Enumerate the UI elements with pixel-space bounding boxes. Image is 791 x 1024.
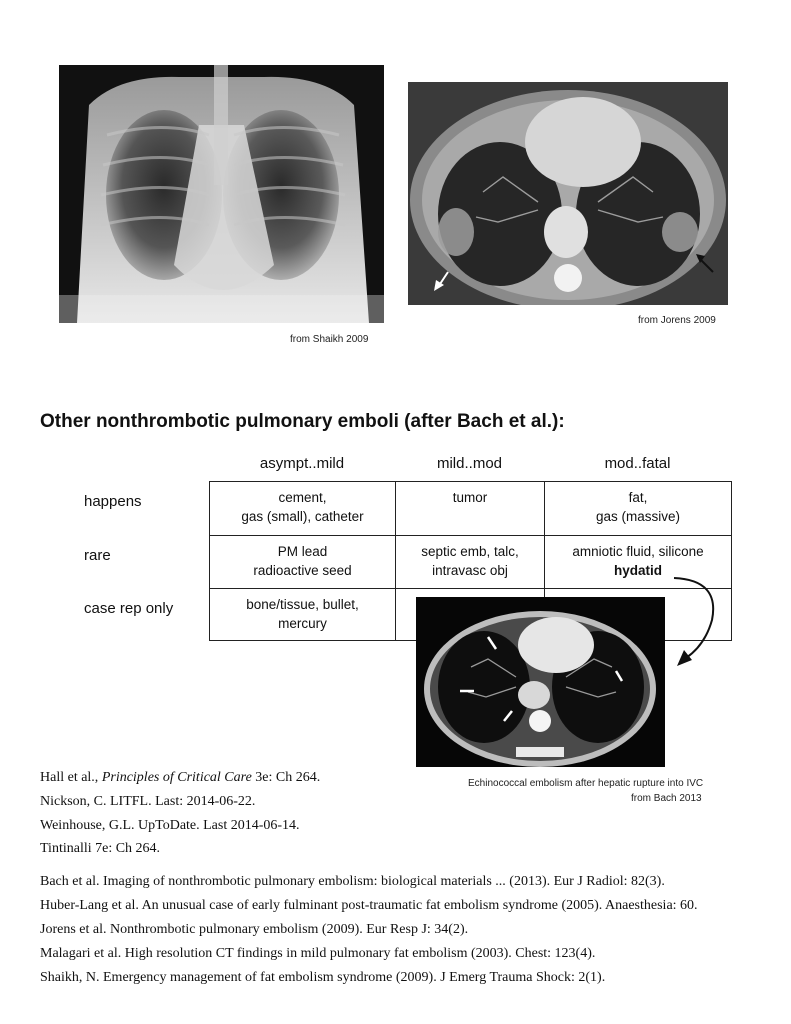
chest-ct-image — [408, 82, 728, 305]
chest-xray-image — [59, 65, 384, 323]
ct-bottom-caption-line1: Echinococcal embolism after hepatic rupture into IVC — [468, 778, 704, 789]
table-cell: cement, gas (small), catheter — [210, 482, 396, 536]
table-cell: bone/tissue, bullet, mercury — [210, 589, 396, 641]
reference-secondary: Bach et al. Imaging of nonthrombotic pulmonary embolism: biological materials ... (2013). Eur J Radiol: 82(3). — [40, 874, 665, 889]
table-cell: tumor — [396, 482, 545, 536]
column-header-mod-fatal: mod..fatal — [604, 455, 671, 472]
table-cell: fat, gas (massive) — [545, 482, 732, 536]
reference-primary: Weinhouse, G.L. UpToDate. Last 2014-06-14. — [40, 818, 300, 833]
row-label-rare: rare — [84, 547, 111, 564]
ct-bottom-caption-line2: from Bach 2013 — [631, 793, 702, 804]
reference-secondary: Jorens et al. Nonthrombotic pulmonary embolism (2009). Eur Resp J: 34(2). — [40, 922, 469, 937]
reference-primary: Hall et al., Principles of Critical Care 3e: Ch 264. — [40, 770, 321, 785]
column-header-mild-mod: mild..mod — [436, 455, 503, 472]
reference-secondary: Huber-Lang et al. An unusual case of early fulminant post-traumatic fat embolism syndrome (2005). Anaesthesia: 60. — [40, 898, 698, 913]
reference-secondary: Shaikh, N. Emergency management of fat embolism syndrome (2009). J Emerg Trauma Shock: 2(1). — [40, 970, 606, 985]
column-header-asympt-mild: asympt..mild — [259, 455, 345, 472]
table-row — [210, 536, 732, 589]
reference-primary: Nickson, C. LITFL. Last: 2014-06-22. — [40, 794, 256, 809]
row-label-case-rep-only: case rep only — [84, 600, 174, 617]
table-cell: septic emb, talc, intravasc obj — [396, 536, 545, 589]
ct-top-caption: from Jorens 2009 — [638, 315, 716, 326]
reference-primary: Tintinalli 7e: Ch 264. — [40, 841, 161, 856]
table-row — [210, 482, 732, 536]
table-cell: amniotic fluid, silicone hydatid — [545, 536, 732, 589]
xray-caption: from Shaikh 2009 — [290, 334, 369, 345]
row-label-happens: happens — [84, 493, 142, 510]
hydatid-label: hydatid — [613, 563, 662, 578]
table-cell: PM lead radioactive seed — [210, 536, 396, 589]
section-heading: Other nonthrombotic pulmonary emboli (after Bach et al.): — [40, 411, 565, 432]
curved-arrow-icon — [660, 570, 730, 670]
hydatid-ct-image — [416, 597, 665, 767]
reference-secondary: Malagari et al. High resolution CT findings in mild pulmonary fat embolism (2003). Chest: 123(4). — [40, 946, 596, 961]
